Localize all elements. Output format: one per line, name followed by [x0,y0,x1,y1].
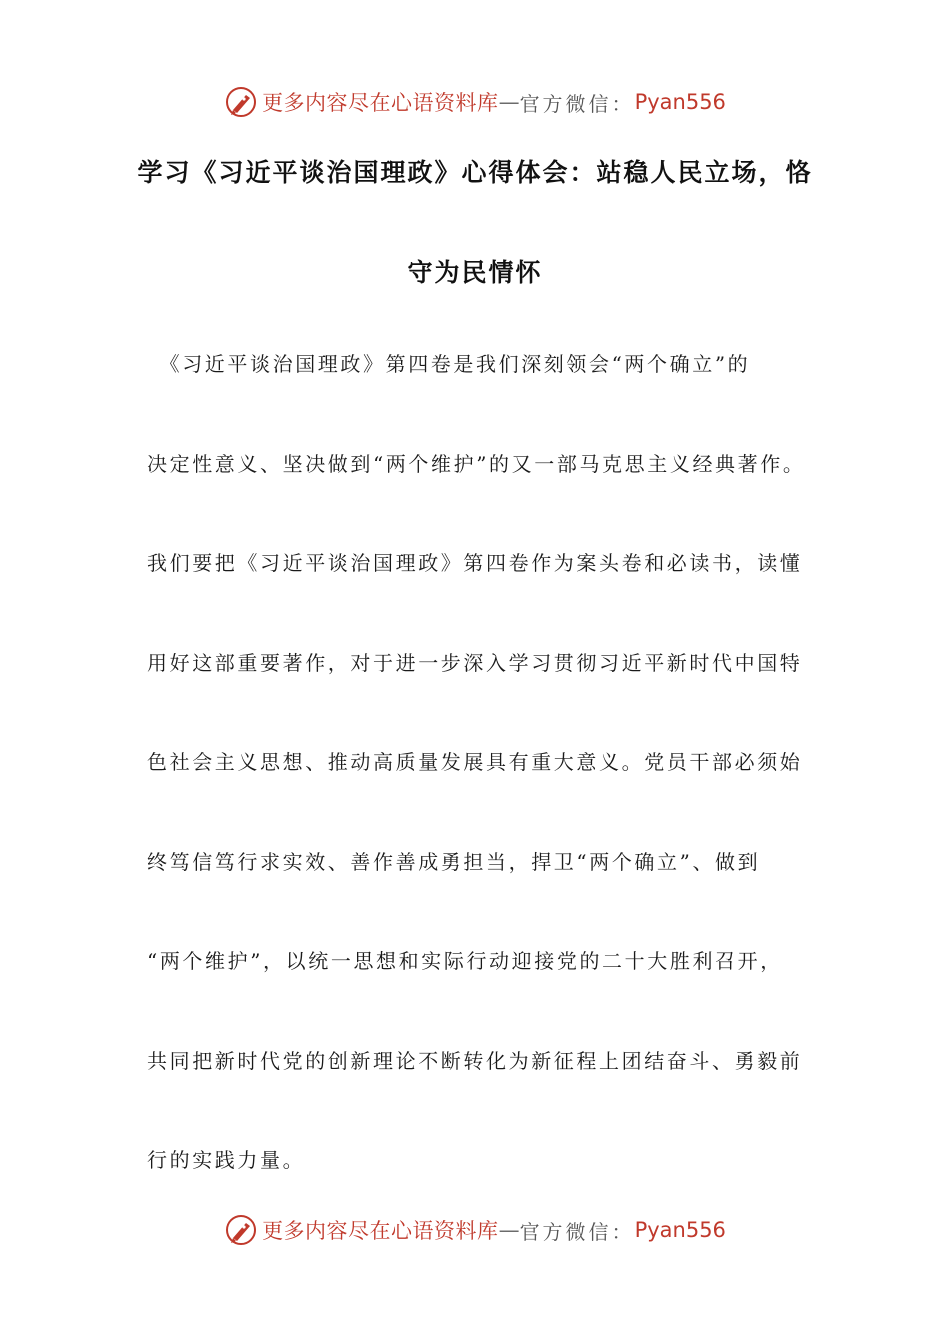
body-line: 行的实践力量。 [147,1148,306,1172]
pen-nib-logo-icon [224,1213,258,1247]
body-line: 决定性意义、坚决做到“两个维护”的又一部马克思主义经典著作。 [147,452,806,476]
footer-banner [0,1210,950,1250]
banner-main-text: 更多内容尽在心语资料库 [262,91,499,115]
body-line: 共同把新时代党的创新理论不断转化为新征程上团结奋斗、勇毅前 [147,1049,803,1073]
body-line: 《习近平谈治国理政》第四卷是我们深刻领会“两个确立”的 [147,352,751,376]
banner-wechat-label: 官方微信： [519,91,635,116]
body-line: “两个维护”，以统一思想和实际行动迎接党的二十大胜利召开， [147,949,783,973]
banner-main-text: 更多内容尽在心语资料库 [262,1219,499,1243]
body-line: 我们要把《习近平谈治国理政》第四卷作为案头卷和必读书，读懂 [147,551,803,575]
body-line: 色社会主义思想、推动高质量发展具有重大意义。党员干部必须始 [147,750,803,774]
banner-dash: — [498,90,520,114]
header-banner [0,82,950,122]
document-title-line-1: 学习《习近平谈治国理政》心得体会：站稳人民立场，恪 [137,158,813,187]
banner-wechat-id: Pyan556 [634,1218,726,1242]
document-title-line-2: 守为民情怀 [407,258,543,287]
banner-wechat-id: Pyan556 [634,90,726,114]
pen-nib-logo-icon [224,85,258,119]
banner-dash: — [498,1218,520,1242]
body-line: 终笃信笃行求实效、善作善成勇担当，捍卫“两个确立”、做到 [147,850,761,874]
banner-wechat-label: 官方微信： [519,1219,635,1244]
body-line: 用好这部重要著作，对于进一步深入学习贯彻习近平新时代中国特 [147,651,803,675]
